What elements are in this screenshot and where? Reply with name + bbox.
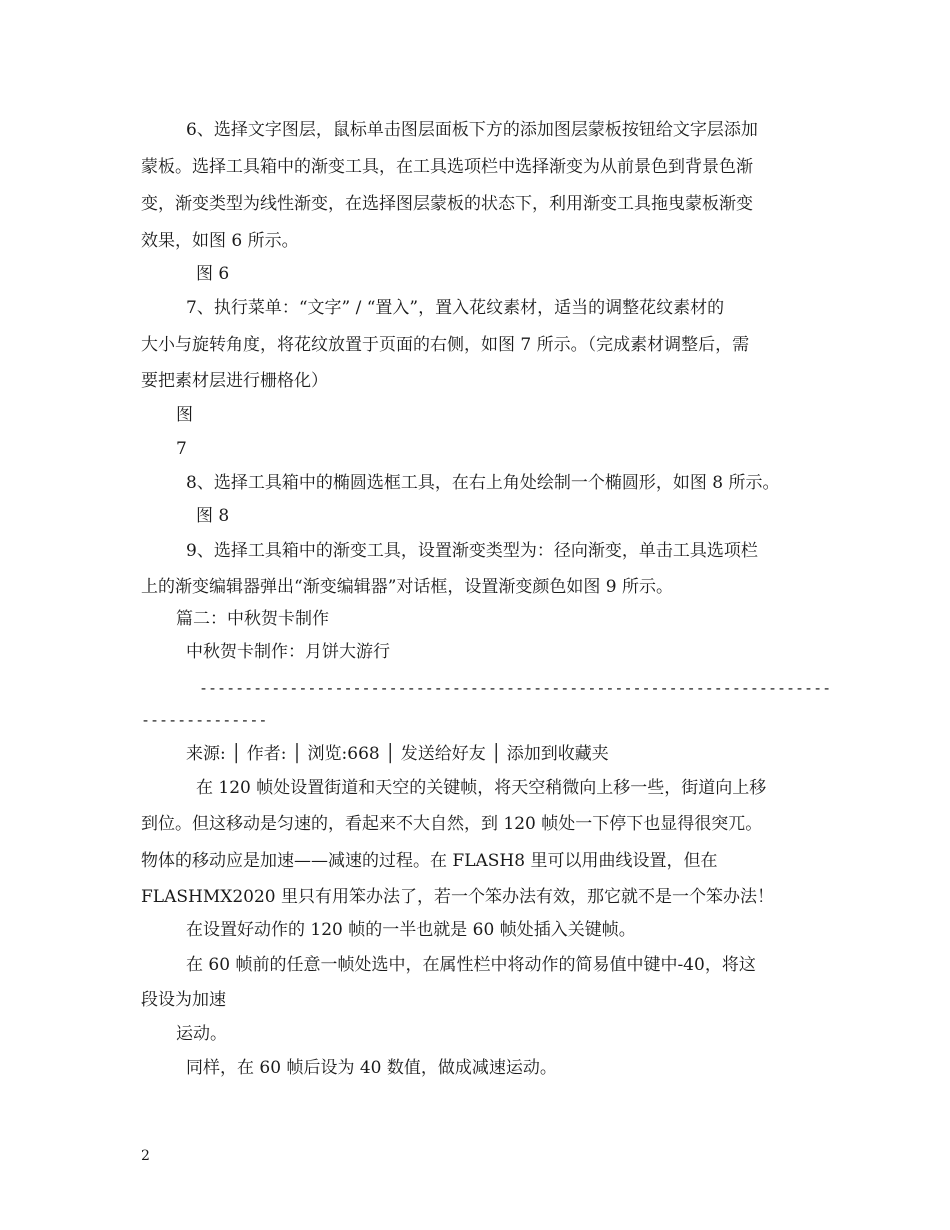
paragraph-line: 物体的移动应是加速——减速的过程。在 FLASH8 里可以用曲线设置，但在: [141, 851, 718, 871]
separator-line: ----------------------------------------------------------------------: [199, 679, 832, 697]
paragraph-line: 效果，如图 6 所示。: [141, 231, 299, 251]
paragraph-line: FLASHMX2020 里只有用笨办法了，若一个笨办法有效，那它就不是一个笨办法！: [141, 887, 775, 907]
paragraph-line: 9、选择工具箱中的渐变工具，设置渐变类型为：径向渐变，单击工具选项栏: [186, 541, 758, 561]
article-title: 中秋贺卡制作：月饼大游行: [186, 642, 390, 662]
figure-caption: 图 6: [196, 264, 230, 284]
paragraph-line: 6、选择文字图层，鼠标单击图层面板下方的添加图层蒙板按钮给文字层添加: [186, 120, 758, 140]
paragraph-line: 要把素材层进行栅格化）: [141, 371, 328, 391]
paragraph-line: 运动。: [176, 1024, 227, 1044]
section-heading: 篇二：中秋贺卡制作: [176, 609, 329, 629]
paragraph-line: 在设置好动作的 120 帧的一半也就是 60 帧处插入关键帧。: [186, 920, 636, 940]
page-number: 2: [141, 1148, 150, 1164]
figure-caption: 图 8: [196, 506, 230, 526]
paragraph-line: 段设为加速: [141, 990, 226, 1010]
separator-line: --------------: [141, 711, 268, 729]
figure-caption: 图: [176, 405, 193, 425]
meta-info-line: 来源: │ 作者: │ 浏览:668 │ 发送给好友 │ 添加到收藏夹: [186, 744, 609, 764]
paragraph-line: 大小与旋转角度，将花纹放置于页面的右侧，如图 7 所示。（完成素材调整后，需: [141, 335, 750, 355]
paragraph-line: 在 120 帧处设置街道和天空的关键帧，将天空稍微向上移一些，街道向上移: [196, 778, 767, 798]
paragraph-line: 到位。但这移动是匀速的，看起来不大自然，到 120 帧处一下停下也显得很突兀。: [141, 814, 763, 834]
paragraph-line: 变，渐变类型为线性渐变，在选择图层蒙板的状态下，利用渐变工具拖曳蒙板渐变: [141, 194, 753, 214]
paragraph-line: 在 60 帧前的任意一帧处选中，在属性栏中将动作的简易值中键中-40，将这: [186, 955, 756, 975]
paragraph-line: 上的渐变编辑器弹出“渐变编辑器”对话框，设置渐变颜色如图 9 所示。: [141, 577, 674, 597]
paragraph-line: 蒙板。选择工具箱中的渐变工具，在工具选项栏中选择渐变为从前景色到背景色渐: [141, 157, 753, 177]
figure-caption: 7: [176, 439, 187, 459]
paragraph-line: 7、执行菜单：“文字” / “置入”，置入花纹素材，适当的调整花纹素材的: [186, 298, 725, 318]
paragraph-line: 同样，在 60 帧后设为 40 数值，做成减速运动。: [186, 1058, 557, 1078]
paragraph-line: 8、选择工具箱中的椭圆选框工具，在右上角处绘制一个椭圆形，如图 8 所示。: [186, 473, 780, 493]
